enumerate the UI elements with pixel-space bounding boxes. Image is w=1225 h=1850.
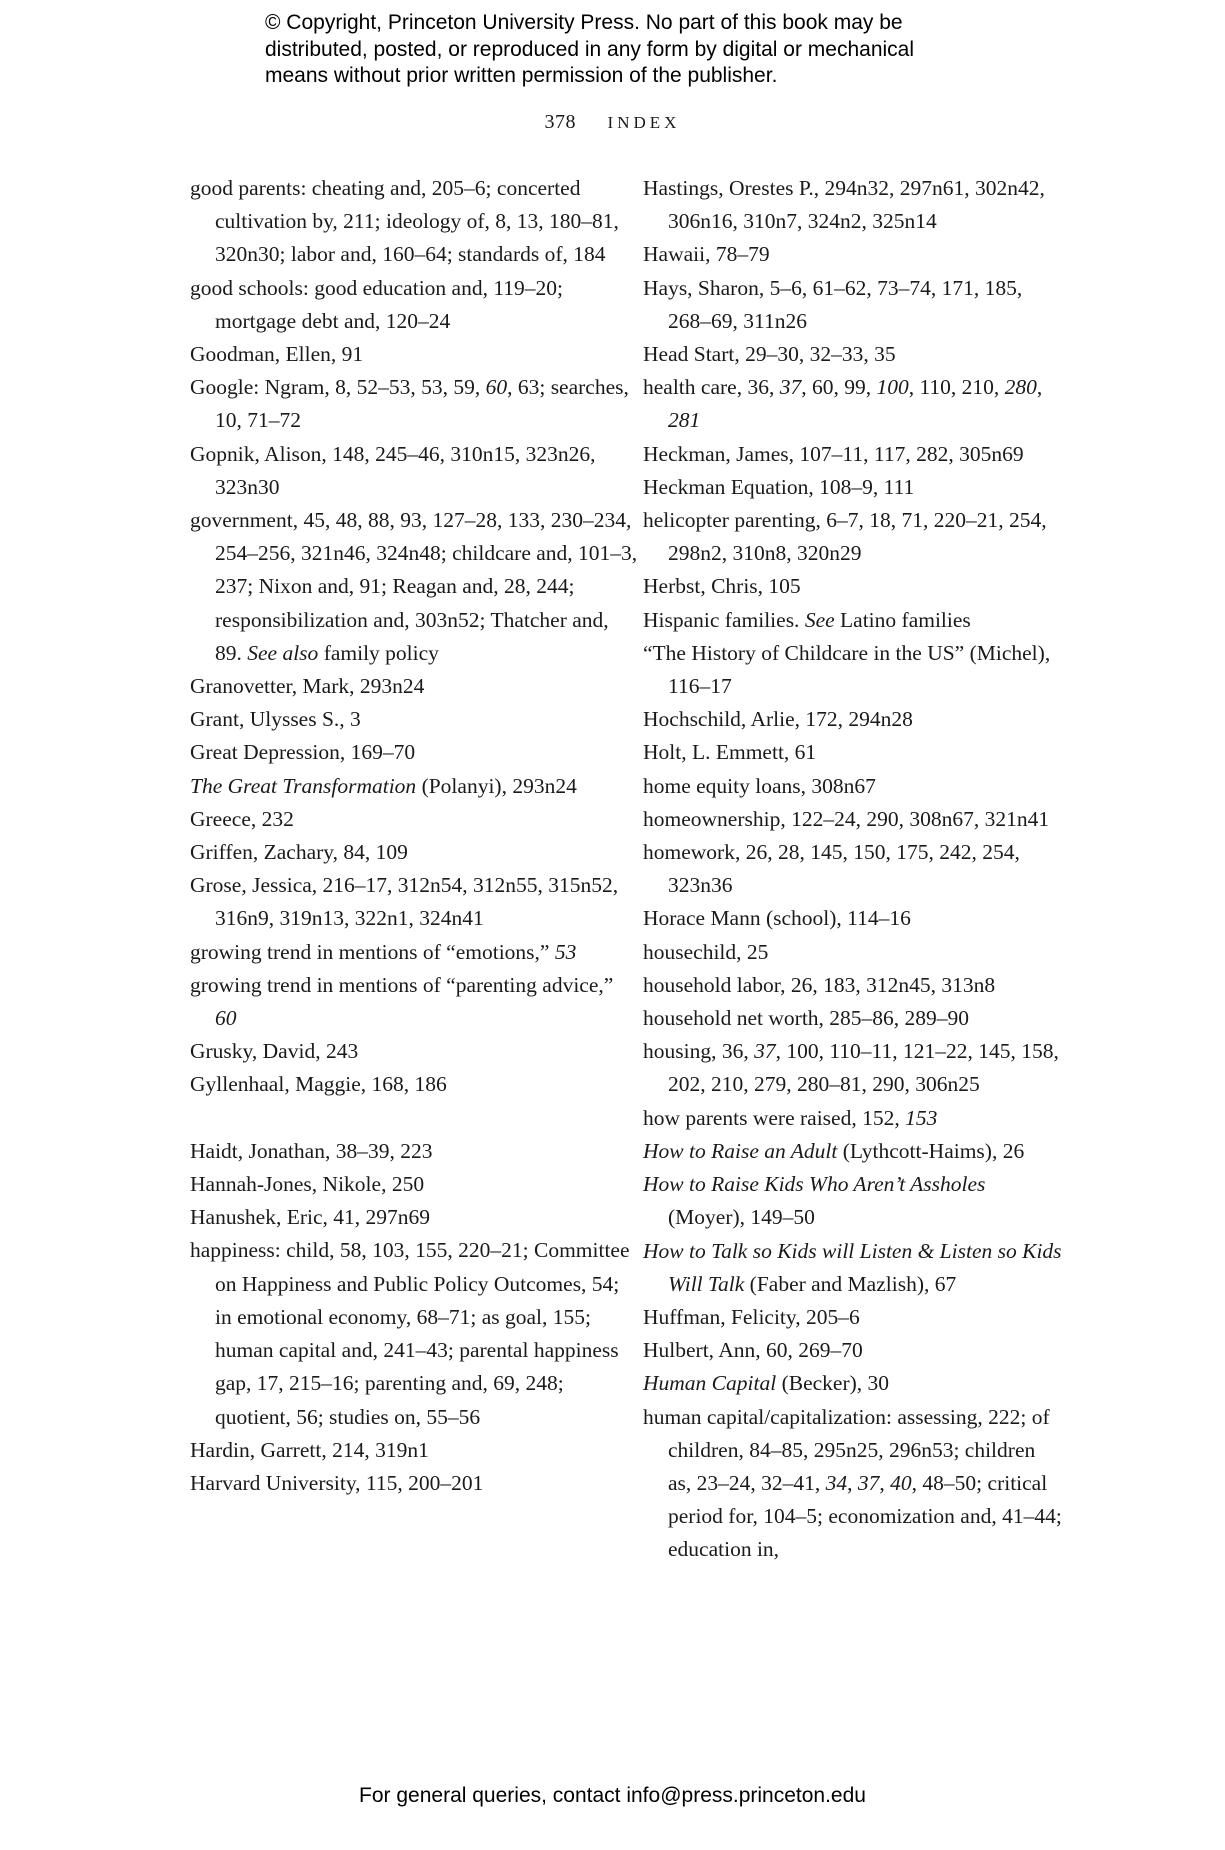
- index-entry: Heckman Equation, 108–9, 111: [643, 474, 915, 499]
- index-column-right: [643, 172, 1063, 1567]
- index-entry: How to Raise an Adult (Lythcott-Haims), 26: [643, 1138, 1025, 1163]
- index-entry: Head Start, 29–30, 32–33, 35: [643, 342, 896, 367]
- index-entry: Hochschild, Arlie, 172, 294n28: [643, 707, 913, 732]
- index-entry: Hardin, Garrett, 214, 319n1: [190, 1437, 429, 1462]
- index-entry: housing, 36, 37, 100, 110–11, 121–22, 145, 158, 202, 210, 279, 280–81, 290, 306n25: [643, 1039, 1059, 1097]
- index-entry: Hanushek, Eric, 41, 297n69: [190, 1205, 431, 1230]
- index-entry: Google: Ngram, 8, 52–53, 53, 59, 60, 63; searches, 10, 71–72: [190, 375, 629, 433]
- index-entry: Grant, Ulysses S., 3: [190, 707, 361, 732]
- letter-group-spacer: [190, 1102, 640, 1135]
- footer-contact: For general queries, contact info@press.princeton.edu: [359, 1784, 866, 1807]
- copyright-line: © Copyright, Princeton University Press. No part of this book may be: [265, 11, 903, 34]
- index-entry: household labor, 26, 183, 312n45, 313n8: [643, 972, 996, 997]
- index-entry: Huffman, Felicity, 205–6: [643, 1304, 860, 1329]
- index-entry: The Great Transformation (Polanyi), 293n24: [190, 773, 577, 798]
- index-entry: Gopnik, Alison, 148, 245–46, 310n15, 323n26, 323n30: [190, 441, 596, 499]
- copyright-notice: [265, 10, 1025, 90]
- index-entry: Granovetter, Mark, 293n24: [190, 674, 425, 699]
- index-entry: Greece, 232: [190, 806, 294, 831]
- index-entry: Haidt, Jonathan, 38–39, 223: [190, 1138, 433, 1163]
- index-entry: growing trend in mentions of “parenting advice,” 60: [190, 972, 614, 1031]
- index-entry: helicopter parenting, 6–7, 18, 71, 220–21, 254, 298n2, 310n8, 320n29: [643, 508, 1047, 566]
- copyright-line: means without prior written permission of the publisher.: [265, 64, 778, 87]
- index-entry: Hawaii, 78–79: [643, 242, 770, 267]
- index-entry: homeownership, 122–24, 290, 308n67, 321n41: [643, 806, 1050, 831]
- index-entry: Great Depression, 169–70: [190, 740, 416, 765]
- index-entry: “The History of Childcare in the US” (Michel), 116–17: [643, 640, 1051, 699]
- index-entry: Hannah-Jones, Nikole, 250: [190, 1172, 425, 1197]
- index-entry: homework, 26, 28, 145, 150, 175, 242, 254, 323n36: [643, 840, 1020, 898]
- index-entry: Griffen, Zachary, 84, 109: [190, 840, 408, 865]
- index-entry: Hays, Sharon, 5–6, 61–62, 73–74, 171, 185, 268–69, 311n26: [643, 275, 1023, 333]
- index-entry: Gyllenhaal, Maggie, 168, 186: [190, 1072, 447, 1097]
- index-entry: Grusky, David, 243: [190, 1039, 359, 1064]
- page-title: INDEX: [607, 113, 681, 132]
- index-entry: government, 45, 48, 88, 93, 127–28, 133, 230–234, 254–256, 321n46, 324n48; childcare and, 101–3, 237; Nixon and, 91; Reagan and, 28, 244; responsibilization and, 303n52; Thatcher and, 89. See also family policy: [190, 508, 638, 665]
- index-entry: good parents: cheating and, 205–6; concerted cultivation by, 211; ideology of, 8, 13, 180–81, 320n30; labor and, 160–64; standards of, 184: [190, 176, 619, 267]
- index-entry: Heckman, James, 107–11, 117, 282, 305n69: [643, 441, 1024, 466]
- index-entry: home equity loans, 308n67: [643, 773, 876, 798]
- index-entry: human capital/capitalization: assessing, 222; of children, 84–85, 295n25, 296n53; children as, 23–24, 32–41, 34, 37, 40, 48–50; critical period for, 104–5; economization and, 41–44; education in,: [643, 1404, 1062, 1562]
- index-column-left: [190, 172, 640, 1500]
- index-entry: household net worth, 285–86, 289–90: [643, 1006, 970, 1031]
- index-entry: good schools: good education and, 119–20; mortgage debt and, 120–24: [190, 275, 564, 333]
- index-entry: Hulbert, Ann, 60, 269–70: [643, 1338, 863, 1363]
- index-entry: housechild, 25: [643, 939, 769, 964]
- index-entry: how parents were raised, 152, 153: [643, 1105, 938, 1130]
- index-entry: Holt, L. Emmett, 61: [643, 740, 817, 765]
- index-entry: How to Raise Kids Who Aren’t Assholes (Moyer), 149–50: [643, 1172, 986, 1230]
- index-entry: Harvard University, 115, 200–201: [190, 1470, 484, 1495]
- index-entry: Human Capital (Becker), 30: [643, 1371, 890, 1396]
- index-entry: growing trend in mentions of “emotions,” 53: [190, 939, 577, 964]
- index-entry: happiness: child, 58, 103, 155, 220–21; Committee on Happiness and Public Policy Outcomes, 54; in emotional economy, 68–71; as goal, 155; human capital and, 241–43; parental happiness gap, 17, 215–16; parenting and, 69, 248; quotient, 56; studies on, 55–56: [190, 1238, 630, 1429]
- page-number: 378: [544, 111, 577, 133]
- index-entry: Goodman, Ellen, 91: [190, 342, 364, 367]
- index-entry: How to Talk so Kids will Listen & Listen so Kids Will Talk (Faber and Mazlish), 67: [643, 1238, 1062, 1296]
- index-entry: health care, 36, 37, 60, 99, 100, 110, 210, 280, 281: [643, 375, 1043, 433]
- index-entry: Hispanic families. See Latino families: [643, 607, 971, 632]
- index-entry: Hastings, Orestes P., 294n32, 297n61, 302n42, 306n16, 310n7, 324n2, 325n14: [643, 176, 1045, 234]
- index-entry: Horace Mann (school), 114–16: [643, 906, 911, 931]
- index-entry: Grose, Jessica, 216–17, 312n54, 312n55, 315n52, 316n9, 319n13, 322n1, 324n41: [190, 873, 619, 931]
- running-head: [0, 111, 1225, 134]
- index-entry: Herbst, Chris, 105: [643, 574, 801, 599]
- copyright-line: distributed, posted, or reproduced in any form by digital or mechanical: [265, 37, 915, 61]
